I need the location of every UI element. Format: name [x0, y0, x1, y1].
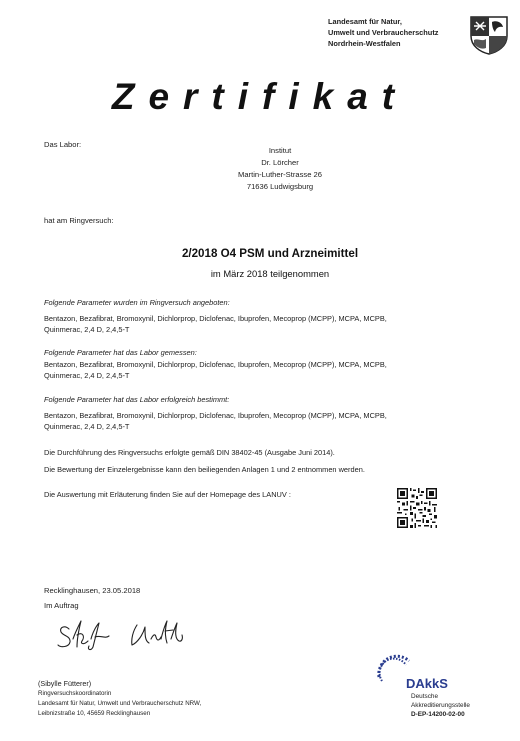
- qr-code-icon[interactable]: [397, 488, 437, 528]
- im-auftrag: Im Auftrag: [44, 601, 79, 610]
- signatory-line: Ringversuchskoordinatorin: [38, 690, 112, 697]
- homepage-note: Die Auswertung mit Erläuterung finden Sie auf der Homepage des LANUV :: [44, 490, 291, 499]
- evaluation-statement: Die Bewertung der Einzelergebnisse kann den beiliegenden Anlagen 1 und 2 entnommen werden.: [44, 465, 365, 474]
- dakks-line: D-EP-14200-02-00: [411, 711, 465, 718]
- ringversuch-subtitle: im März 2018 teilgenommen: [210, 268, 330, 279]
- parameters-successful-section: [44, 394, 504, 433]
- dakks-line: Akkreditierungsstelle: [411, 702, 470, 709]
- nrw-coat-of-arms-icon: [468, 14, 510, 56]
- authority-line: Nordrhein-Westfalen: [328, 39, 401, 48]
- dakks-name: DAkkS: [406, 676, 448, 691]
- certificate-title: Zertifikat: [111, 76, 409, 117]
- address-line: 71636 Ludwigsburg: [246, 182, 314, 191]
- section-line: Bentazon, Bezafibrat, Bromoxynil, Dichlorprop, Diclofenac, Ibuprofen, Mecoprop (MCPP), MCPA, MCPB,: [44, 313, 387, 323]
- address-line: Dr. Lörcher: [261, 158, 299, 167]
- authority-name: [328, 16, 438, 49]
- handwritten-signature: [55, 617, 185, 653]
- section-line: Quinmerac, 2,4 D, 2,4,5-T: [44, 371, 130, 380]
- section-line: Quinmerac, 2,4 D, 2,4,5-T: [44, 325, 130, 334]
- address-line: Institut: [268, 146, 292, 155]
- dakks-line: Deutsche: [411, 693, 438, 700]
- signatory-line: Leibnizstraße 10, 45659 Recklinghausen: [38, 710, 151, 717]
- section-line: Quinmerac, 2,4 D, 2,4,5-T: [44, 422, 130, 431]
- section-heading: Folgende Parameter hat das Labor erfolgreich bestimmt:: [44, 395, 230, 404]
- section-line: Bentazon, Bezafibrat, Bromoxynil, Dichlorprop, Diclofenac, Ibuprofen, Mecoprop (MCPP), MCPA, MCPB,: [44, 359, 387, 369]
- address-line: Martin-Luther-Strasse 26: [238, 170, 322, 179]
- authority-line: Umwelt und Verbraucherschutz: [328, 28, 439, 37]
- place-date: Recklinghausen, 23.05.2018: [44, 586, 141, 595]
- labor-address: [0, 145, 520, 193]
- ringversuch-title: 2/2018 O4 PSM und Arzneimittel: [181, 247, 359, 260]
- signatory-name: (Sibylle Fütterer): [38, 679, 92, 688]
- signatory-block: [38, 679, 201, 719]
- parameters-offered-section: [44, 297, 504, 336]
- signatory-line: Landesamt für Natur, Umwelt und Verbraucherschutz NRW,: [38, 700, 202, 707]
- section-heading: Folgende Parameter wurden im Ringversuch angeboten:: [44, 298, 230, 307]
- section-heading: Folgende Parameter hat das Labor gemessen:: [44, 348, 197, 357]
- dakks-text: [411, 692, 470, 719]
- authority-line: Landesamt für Natur,: [328, 17, 402, 26]
- section-line: Bentazon, Bezafibrat, Bromoxynil, Dichlorprop, Diclofenac, Ibuprofen, Mecoprop (MCPP), MCPA, MCPB,: [44, 410, 387, 420]
- din-statement: Die Durchführung des Ringversuchs erfolgte gemäß DIN 38402-45 (Ausgabe Juni 2014).: [44, 448, 335, 457]
- labor-label: Das Labor:: [44, 140, 82, 149]
- ringversuch-label: hat am Ringversuch:: [44, 216, 114, 225]
- parameters-measured-section: [44, 347, 504, 382]
